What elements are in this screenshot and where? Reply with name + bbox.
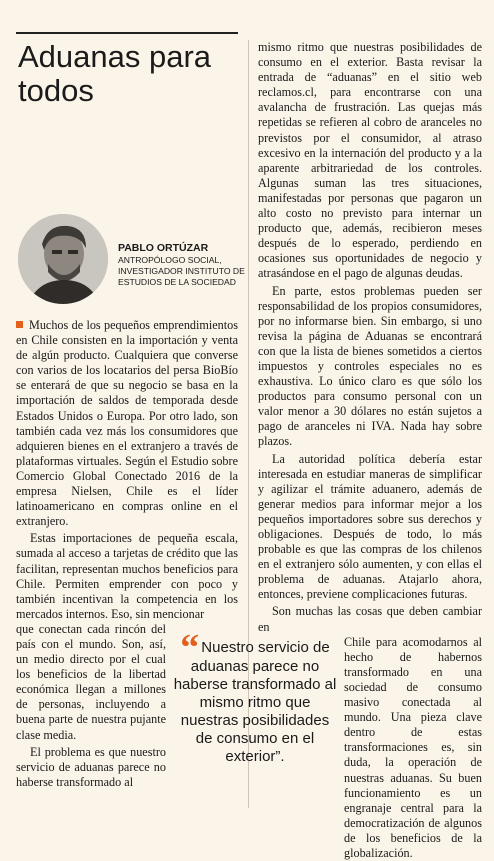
paragraph: Chile para acomodarnos al hecho de habernos transformado en una sociedad de consumo masivo conectada al mundo. Una pieza clave dentro de estas transformaciones es, sin duda, la operación de nuestras aduanas. Su buen funcionamiento es un engranaje central para la democratización de algunos de los beneficios de la globalización. [344, 634, 482, 860]
bullet-square-icon [16, 321, 23, 328]
article-headline: Aduanas para todos [18, 39, 212, 108]
top-rule [16, 32, 238, 34]
pull-quote [172, 627, 338, 766]
paragraph: Son muchas las cosas que deben cambiar en [258, 604, 482, 634]
paragraph: El problema es que nuestro servicio de aduanas parece no haberse transformado al [16, 744, 166, 789]
author-byline [118, 242, 248, 288]
author-role: ANTROPÓLOGO SOCIAL, INVESTIGADOR INSTITUTO DE ESTUDIOS DE LA SOCIEDAD [118, 255, 245, 287]
paragraph: La autoridad política debería estar interesada en estudiar maneras de simplificar y agilizar el trámite aduanero, además de generar medios para informar mejor a los pequeños importadores sobre sus derechos y obligaciones. Después de todo, lo más probable es que las compras de los chilenos en el extranjero sólo aumenten, y con ellas el problema de aduanas. Atajarlo ahora, entonces, previene complicaciones futuras. [258, 451, 482, 602]
paragraph: En parte, estos problemas pueden ser responsabilidad de los propios consumidores, por no informarse bien. Sin embargo, si uno revisa la página de Aduanas se encontrará con que la lista de bienes sometidos a ciertos impuestos y controles especiales no es exhaustiva. Lo único claro es que sólo los productos para consumo personal con un valor menor a 30 dólares no están sujetos a pago de aranceles ni IVA. Nada hay sobre plazos. [258, 283, 482, 449]
paragraph: que conectan cada rincón del país con el mundo. Son, así, un medio directo por el cual los beneficios de la libertad económica llegan a millones de personas, incluyendo a buena parte de nuestra pujante clase media. [16, 621, 166, 742]
paragraph: Estas importaciones de pequeña escala, sumada al acceso a tarjetas de crédito que las facilitan, representan muchos beneficios para Chile. Permiten emprender con poco y también incentivan la competencia en los mercados internos. Eso, sin mencionar [16, 531, 238, 621]
paragraph: mismo ritmo que nuestras posibilidades de consumo en el exterior. Basta revisar la entrada de “aduanas” en el sitio web reclamos.cl, para encontrarse con una avalancha de frustración. Las quejas más repetidas se refieren al cobro de aranceles no previstos por el consumidor, al atraso excesivo en la internación del producto y a la aparente arbitrariedad de los controles. Algunas suman las tres situaciones, manifestadas por personas que pagaron un alto costo no previsto para internar un producto que, además, recibieron meses después de lo esperado, perdiendo en ocasiones sus oportunidades de negocio y atrasándose en el pago de algunas deudas. [258, 40, 482, 281]
paragraph: Muchos de los pequeños emprendimientos en Chile consisten en la importación y venta de algún producto. Cualquiera que converse con varios de los locatarios del persa BioBío se enterará de que su negocio se basa en la importación de saldos de temporada desde Estados Unidos o Europa. Por otro lado, son también cada vez más los consumidores que adquieren bienes en el extranjero a través de plataformas virtuales. Según el Estudio sobre Comercio Global Conectado 2016 de la empresa Nielsen, Chile es el líder latinoamericano en compras online en el extranjero. [16, 318, 238, 529]
quote-mark-icon: “ [180, 627, 200, 669]
author-photo [18, 214, 108, 304]
pull-quote-text: Nuestro servicio de aduanas parece no haberse transformado al mismo ritmo que nuestras posibilidades de consumo en el exterior”. [173, 639, 337, 765]
author-name: PABLO ORTÚZAR [118, 242, 209, 254]
author-portrait-icon [18, 214, 108, 304]
